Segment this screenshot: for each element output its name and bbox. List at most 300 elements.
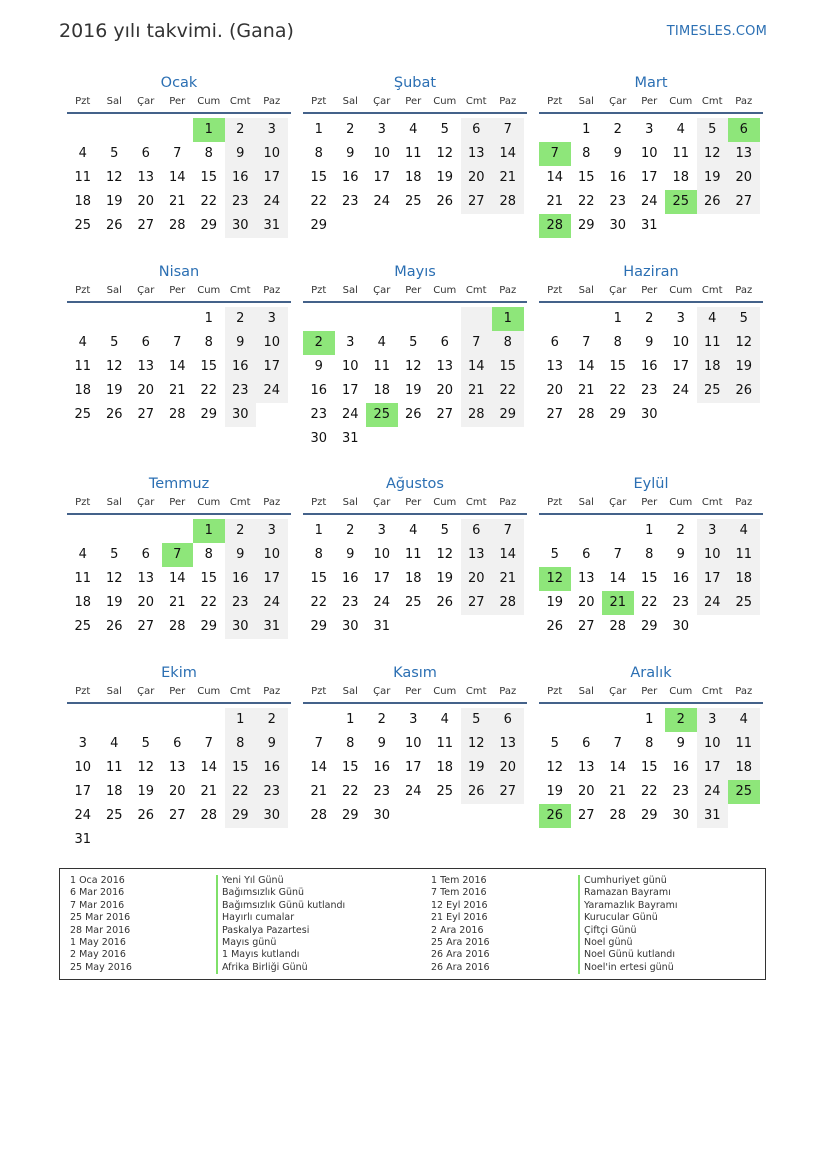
day-cell: 26 [404,407,422,422]
weekday-label: Paz [263,686,281,697]
empty-cell [99,118,131,142]
day-cell: 29 [640,808,658,823]
empty-cell [602,708,634,732]
empty-cell [67,519,99,543]
weekday-label: Sal [578,497,594,508]
day-cell: 23 [672,595,690,610]
day-grid [539,519,763,639]
empty-cell [602,519,634,543]
day-cell: 14 [168,571,186,586]
empty-cell [99,519,131,543]
day-cell: 14 [168,170,186,185]
day-cell: 28 [461,403,493,427]
day-cell: 11 [74,170,92,185]
empty-cell [461,214,493,238]
weekday-label: Cmt [701,497,723,508]
weekday-label: Çar [137,686,155,697]
day-cell: 15 [640,571,658,586]
day-cell: 8 [314,547,323,562]
day-cell: 19 [105,194,123,209]
weekday-label: Pzt [75,285,91,296]
day-cell: 18 [373,383,391,398]
day-cell: 6 [582,736,591,751]
day-cell: 16 [225,355,257,379]
day-cell: 4 [409,523,418,538]
day-cell: 24 [697,780,729,804]
month-block [303,473,527,639]
day-cell: 7 [314,736,323,751]
day-cell: 20 [436,383,454,398]
day-cell: 13 [461,142,493,166]
day-cell: 26 [105,619,123,634]
weekday-label: Cmt [229,285,251,296]
empty-cell [99,828,131,852]
empty-cell [366,307,398,331]
day-cell: 3 [409,712,418,727]
day-cell: 29 [200,218,218,233]
day-cell: 9 [645,335,654,350]
day-cell: 3 [256,519,288,543]
day-cell: 23 [341,595,359,610]
day-cell: 12 [436,146,454,161]
legend-entry: Afrika Birliği Günü [216,962,345,974]
month-block [539,261,763,427]
weekday-label: Cum [197,96,221,107]
empty-cell [398,804,430,828]
day-cell: 29 [640,619,658,634]
month-name: Kasım [393,665,437,681]
day-cell: 22 [609,383,627,398]
day-cell: 13 [168,760,186,775]
weekday-label: Per [405,285,422,296]
day-cell: 26 [137,808,155,823]
day-cell: 16 [640,359,658,374]
empty-cell [67,708,99,732]
day-cell: 1 [225,708,257,732]
weekday-header [539,495,763,515]
day-cell: 11 [728,543,760,567]
day-cell: 21 [168,595,186,610]
day-cell: 2 [665,708,697,732]
weekday-label: Per [405,96,422,107]
day-grid [67,519,291,639]
weekday-label: Cum [433,96,457,107]
day-cell: 23 [609,194,627,209]
day-cell: 12 [546,760,564,775]
day-cell: 29 [200,619,218,634]
day-cell: 28 [539,214,571,238]
day-cell: 27 [546,407,564,422]
day-cell: 1 [645,523,654,538]
empty-cell [256,403,288,427]
weekday-label: Çar [137,96,155,107]
day-cell: 9 [256,732,288,756]
weekday-label: Paz [263,285,281,296]
month-name: Eylül [633,476,669,492]
day-cell: 9 [377,736,386,751]
day-cell: 6 [173,736,182,751]
day-cell: 21 [310,784,328,799]
day-cell: 7 [204,736,213,751]
day-cell: 2 [225,519,257,543]
empty-cell [398,615,430,639]
day-cell: 6 [550,335,559,350]
weekday-label: Pzt [547,686,563,697]
weekday-label: Paz [499,497,517,508]
empty-cell [130,307,162,331]
legend-entry: Noel'in ertesi günü [578,962,678,974]
empty-cell [67,307,99,331]
day-cell: 17 [341,383,359,398]
day-cell: 6 [141,335,150,350]
day-cell: 25 [404,194,422,209]
month-block [539,72,763,238]
month-block [303,261,527,451]
day-cell: 10 [373,146,391,161]
empty-cell [303,708,335,732]
day-cell: 12 [728,331,760,355]
empty-cell [429,214,461,238]
day-cell: 9 [225,543,257,567]
day-cell: 7 [492,118,524,142]
legend-entry: 26 Ara 2016 [431,949,490,961]
day-cell: 20 [492,756,524,780]
empty-cell [99,307,131,331]
day-cell: 25 [665,190,697,214]
day-cell: 4 [697,307,729,331]
month-block [303,662,527,828]
day-cell: 16 [225,567,257,591]
day-cell: 30 [225,403,257,427]
legend-entry: 28 Mar 2016 [70,924,131,936]
day-cell: 28 [609,808,627,823]
weekday-header [303,283,527,303]
day-cell: 22 [225,780,257,804]
day-cell: 27 [137,619,155,634]
day-cell: 27 [577,808,595,823]
day-cell: 4 [78,146,87,161]
day-grid [303,307,527,451]
empty-cell [366,427,398,451]
day-cell: 17 [640,170,658,185]
weekday-label: Pzt [75,686,91,697]
empty-cell [492,804,524,828]
day-cell: 16 [672,760,690,775]
day-cell: 15 [200,170,218,185]
month-name: Mart [634,75,668,91]
day-cell: 3 [697,519,729,543]
day-cell: 19 [436,571,454,586]
day-cell: 14 [461,355,493,379]
day-cell: 28 [168,619,186,634]
day-cell: 9 [225,331,257,355]
day-cell: 16 [256,756,288,780]
day-cell: 16 [341,571,359,586]
day-cell: 6 [461,519,493,543]
day-cell: 21 [200,784,218,799]
day-cell: 19 [461,756,493,780]
empty-cell [335,307,367,331]
weekday-label: Paz [735,96,753,107]
legend-entry: 7 Mar 2016 [70,899,125,911]
weekday-label: Paz [499,686,517,697]
legend-entry: 25 Mar 2016 [70,912,131,924]
day-cell: 13 [577,571,595,586]
day-cell: 22 [640,784,658,799]
day-cell: 2 [613,122,622,137]
day-cell: 29 [492,403,524,427]
weekday-label: Paz [499,285,517,296]
weekday-label: Pzt [311,497,327,508]
day-cell: 30 [672,808,690,823]
month-name: Ocak [160,75,198,91]
day-cell: 20 [546,383,564,398]
day-cell: 9 [676,736,685,751]
day-cell: 30 [310,431,328,446]
day-cell: 27 [461,591,493,615]
weekday-label: Çar [609,285,627,296]
day-cell: 7 [582,335,591,350]
day-cell: 9 [676,547,685,562]
day-cell: 28 [492,190,524,214]
day-cell: 12 [697,142,729,166]
weekday-label: Paz [263,497,281,508]
weekday-label: Çar [137,285,155,296]
day-cell: 22 [640,595,658,610]
weekday-label: Sal [342,96,358,107]
empty-cell [539,519,571,543]
empty-cell [539,307,571,331]
day-cell: 8 [645,547,654,562]
day-cell: 25 [436,784,454,799]
day-cell: 18 [404,571,422,586]
day-cell: 8 [645,736,654,751]
day-cell: 30 [640,407,658,422]
weekday-label: Cmt [701,686,723,697]
legend-entry: Noel Günü kutlandı [578,949,678,961]
day-cell: 15 [310,170,328,185]
legend-entry: 26 Ara 2016 [431,961,490,973]
empty-cell [571,708,603,732]
weekday-label: Pzt [547,96,563,107]
day-cell: 13 [137,359,155,374]
weekday-label: Çar [373,497,391,508]
day-cell: 24 [373,595,391,610]
day-cell: 8 [346,736,355,751]
day-cell: 1 [193,118,225,142]
empty-cell [398,307,430,331]
legend-entry: Kurucular Günü [578,912,678,924]
day-cell: 11 [373,359,391,374]
day-grid [303,118,527,238]
day-cell: 6 [582,547,591,562]
day-cell: 18 [74,595,92,610]
day-cell: 17 [256,567,288,591]
day-cell: 27 [436,407,454,422]
legend-entry: Cumhuriyet günü [578,875,678,887]
weekday-label: Cmt [465,96,487,107]
empty-cell [492,427,524,451]
day-cell: 31 [373,619,391,634]
day-cell: 12 [404,359,422,374]
day-cell: 8 [225,732,257,756]
day-cell: 8 [314,146,323,161]
day-cell: 29 [341,808,359,823]
day-cell: 19 [546,595,564,610]
day-cell: 1 [314,523,323,538]
day-cell: 13 [728,142,760,166]
legend-left-dates [70,875,132,974]
day-cell: 29 [609,407,627,422]
weekday-label: Çar [373,686,391,697]
day-cell: 25 [74,619,92,634]
day-cell: 28 [168,407,186,422]
day-cell: 9 [613,146,622,161]
day-cell: 7 [613,547,622,562]
empty-cell [492,615,524,639]
month-block [67,662,291,852]
day-cell: 1 [346,712,355,727]
day-cell: 21 [577,383,595,398]
day-cell: 4 [78,547,87,562]
day-cell: 11 [436,736,454,751]
day-cell: 8 [582,146,591,161]
day-cell: 18 [74,383,92,398]
day-cell: 16 [609,170,627,185]
day-cell: 1 [645,712,654,727]
day-cell: 24 [672,383,690,398]
empty-cell [130,118,162,142]
legend-entry: Ramazan Bayramı [578,887,678,899]
day-cell: 31 [697,804,729,828]
day-cell: 11 [672,146,690,161]
legend-entry: Bağımsızlık Günü [216,887,345,899]
day-cell: 9 [314,359,323,374]
month-block [539,473,763,639]
day-cell: 12 [105,170,123,185]
weekday-label: Cum [433,285,457,296]
day-cell: 24 [341,407,359,422]
day-cell: 29 [310,619,328,634]
day-cell: 14 [609,760,627,775]
weekday-label: Cmt [229,96,251,107]
day-grid [539,118,763,238]
day-cell: 14 [492,142,524,166]
day-cell: 18 [74,194,92,209]
day-cell: 28 [168,218,186,233]
empty-cell [193,828,225,852]
day-cell: 25 [728,591,760,615]
day-cell: 6 [492,708,524,732]
month-block [67,473,291,639]
weekday-label: Per [169,686,186,697]
weekday-label: Cum [433,497,457,508]
weekday-label: Cmt [465,497,487,508]
day-cell: 6 [141,146,150,161]
day-cell: 30 [341,619,359,634]
day-cell: 8 [204,146,213,161]
day-cell: 5 [461,708,493,732]
day-cell: 11 [74,359,92,374]
brand-link[interactable]: TIMESLES.COM [666,24,767,39]
empty-cell [728,804,760,828]
day-cell: 30 [373,808,391,823]
day-cell: 17 [256,355,288,379]
day-cell: 10 [341,359,359,374]
day-cell: 14 [492,543,524,567]
day-cell: 4 [728,708,760,732]
empty-cell [256,828,288,852]
day-cell: 18 [728,756,760,780]
day-cell: 25 [74,407,92,422]
empty-cell [130,708,162,732]
empty-cell [429,307,461,331]
day-cell: 13 [137,571,155,586]
day-cell: 19 [436,170,454,185]
day-cell: 24 [74,808,92,823]
day-cell: 13 [577,760,595,775]
weekday-label: Cmt [229,686,251,697]
day-cell: 19 [697,166,729,190]
month-block [67,72,291,238]
weekday-label: Sal [106,497,122,508]
day-cell: 4 [728,519,760,543]
day-cell: 3 [697,708,729,732]
day-cell: 15 [341,760,359,775]
day-cell: 5 [141,736,150,751]
day-cell: 31 [640,218,658,233]
weekday-label: Paz [735,285,753,296]
day-cell: 24 [373,194,391,209]
day-cell: 3 [377,122,386,137]
weekday-label: Sal [106,96,122,107]
day-cell: 29 [577,218,595,233]
day-cell: 26 [436,194,454,209]
weekday-label: Pzt [547,497,563,508]
weekday-label: Per [169,285,186,296]
day-cell: 11 [728,732,760,756]
day-cell: 14 [546,170,564,185]
day-grid [539,307,763,427]
day-cell: 30 [672,619,690,634]
day-cell: 20 [137,595,155,610]
empty-cell [130,519,162,543]
day-cell: 15 [609,359,627,374]
empty-cell [162,118,194,142]
day-cell: 17 [373,170,391,185]
day-cell: 9 [346,146,355,161]
day-cell: 15 [225,756,257,780]
day-cell: 10 [256,543,288,567]
weekday-label: Per [169,96,186,107]
empty-cell [461,307,493,331]
month-block [303,72,527,238]
day-cell: 26 [728,379,760,403]
weekday-header [303,684,527,704]
weekday-label: Cum [669,96,693,107]
day-cell: 30 [256,804,288,828]
day-cell: 1 [193,519,225,543]
empty-cell [398,427,430,451]
day-cell: 1 [314,122,323,137]
day-cell: 15 [200,571,218,586]
weekday-header [67,94,291,114]
weekday-label: Pzt [75,497,91,508]
day-cell: 5 [409,335,418,350]
day-cell: 24 [256,379,288,403]
legend-entry: 12 Eyl 2016 [431,899,488,911]
day-cell: 17 [697,756,729,780]
